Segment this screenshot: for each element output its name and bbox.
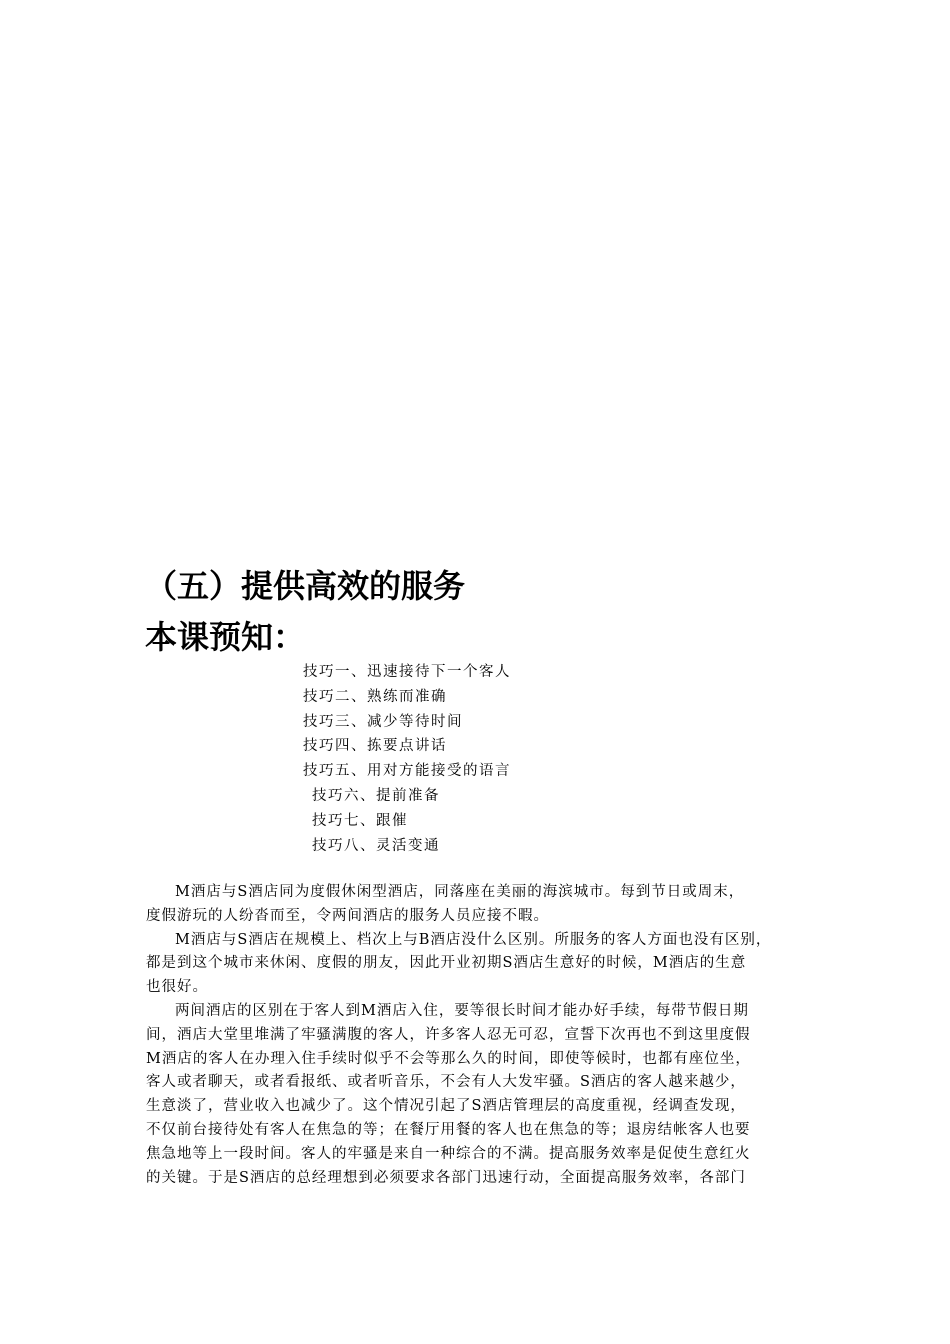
body-line: 度假游玩的人纷沓而至，令两间酒店的服务人员应接不暇。	[146, 907, 549, 924]
section-title: （五）提供高效的服务	[145, 567, 466, 605]
tips-list	[303, 660, 511, 858]
body-line: 都是到这个城市来休闲、度假的朋友，因此开业初期S酒店生意好的时候，M酒店的生意	[146, 955, 747, 972]
body-line: M酒店与S酒店在规模上、档次上与B酒店没什么区别。所服务的客人方面也没有区别，	[175, 931, 772, 948]
body-line: 焦急地等上一段时间。客人的牢骚是来自一种综合的不满。提高服务效率是促使生意红火	[146, 1145, 751, 1162]
tip-item: 技巧一、迅速接待下一个客人	[303, 664, 511, 680]
tip-item: 技巧二、熟练而准确	[303, 688, 447, 705]
tip-item: 技巧六、提前准备	[312, 787, 440, 804]
body-line: 的关键。于是S酒店的总经理想到必须要求各部门迅速行动，全面提高服务效率，各部门	[146, 1169, 746, 1186]
body-line: 间，酒店大堂里堆满了牢骚满腹的客人，许多客人忍无可忍，宣誓下次再也不到这里度假	[146, 1026, 751, 1043]
body-line: 也很好。	[146, 979, 208, 996]
body-line: 不仅前台接待处有客人在焦急的等；在餐厅用餐的客人也在焦急的等；退房结帐客人也要	[146, 1121, 751, 1138]
body-line: M酒店与S酒店同为度假休闲型酒店，同落座在美丽的海滨城市。每到节日或周末，	[175, 884, 745, 900]
tip-item: 技巧七、跟催	[312, 812, 408, 829]
body-line: 客人或者聊天，或者看报纸、或者听音乐，不会有人大发牢骚。S酒店的客人越来越少，	[146, 1074, 746, 1091]
body-line: M酒店的客人在办理入住手续时似乎不会等那么久的时间，即使等候时，也都有座位坐，	[146, 1050, 751, 1067]
tip-item: 技巧五、用对方能接受的语言	[303, 763, 511, 780]
case-study-text	[146, 881, 826, 1190]
tip-item: 技巧四、拣要点讲话	[303, 738, 447, 755]
preview-heading: 本课预知：	[145, 618, 306, 656]
tip-item: 技巧八、灵活变通	[312, 837, 440, 854]
body-line: 两间酒店的区别在于客人到M酒店入住，要等很长时间才能办好手续，每带节假日期	[175, 1002, 749, 1019]
body-line: 生意淡了，营业收入也减少了。这个情况引起了S酒店管理层的高度重视，经调查发现，	[146, 1098, 746, 1115]
tip-item: 技巧三、减少等待时间	[303, 713, 463, 730]
